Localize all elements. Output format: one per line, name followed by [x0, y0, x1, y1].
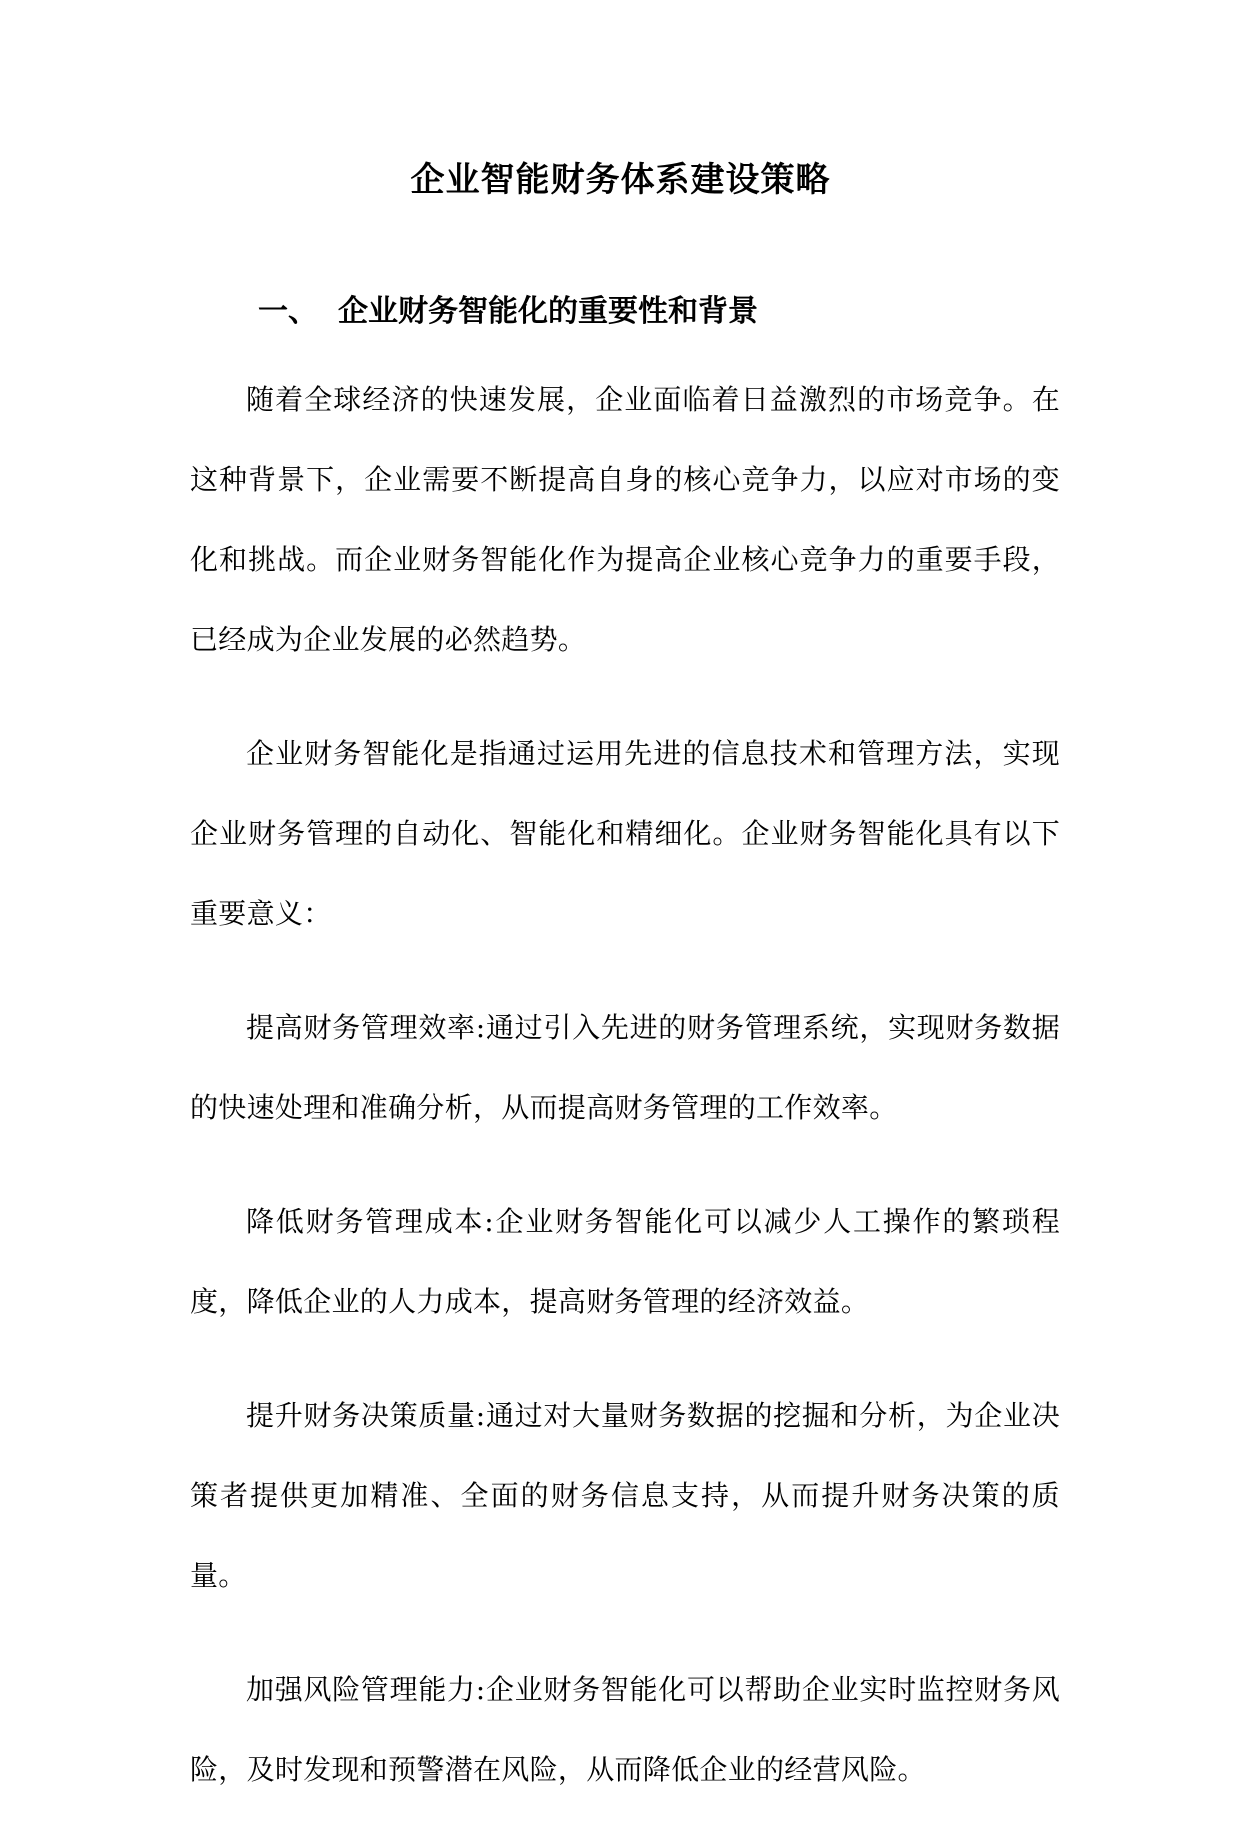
paragraph-2 [190, 714, 1060, 954]
paragraph-lead: 降低财务管理成本: [246, 1205, 495, 1238]
section-number: 一、 [258, 294, 318, 329]
paragraph-1 [190, 360, 1060, 680]
paragraph-text: 企业财务智能化是指通过运用先进的信息技术和管理方法，实现企业财务管理的自动化、智能化和精细化。企业财务智能化具有以下重要意义： [190, 737, 1060, 930]
paragraph-lead: 提高财务管理效率: [246, 1011, 486, 1044]
paragraph-lead: 提升财务决策质量: [246, 1399, 486, 1432]
paragraph-lead: 加强风险管理能力: [246, 1673, 486, 1706]
document-title: 企业智能财务体系建设策略 [410, 160, 831, 200]
body-text [190, 360, 1060, 1844]
section-heading-text: 企业财务智能化的重要性和背景 [338, 294, 758, 329]
paragraph-text: 随着全球经济的快速发展，企业面临着日益激烈的市场竞争。在这种背景下，企业需要不断提高自身的核心竞争力，以应对市场的变化和挑战。而企业财务智能化作为提高企业核心竞争力的重要手段，已经成为企业发展的必然趋势。 [190, 383, 1060, 656]
paragraph-text: 通过对大量财务数据的挖掘和分析，为企业决策者提供更加精准、全面的财务信息支持，从而提升财务决策的质量。 [190, 1399, 1060, 1592]
section-heading [258, 286, 758, 330]
paragraph-text: 企业财务智能化可以帮助企业实时监控财务风险，及时发现和预警潜在风险，从而降低企业的经营风险。 [190, 1673, 1060, 1786]
paragraph-5 [190, 1376, 1060, 1616]
paragraph-text: 通过引入先进的财务管理系统，实现财务数据的快速处理和准确分析，从而提高财务管理的工作效率。 [190, 1011, 1060, 1124]
paragraph-text: 企业财务智能化可以减少人工操作的繁琐程度，降低企业的人力成本，提高财务管理的经济效益。 [190, 1205, 1061, 1318]
paragraph-3 [190, 988, 1060, 1148]
paragraph-4 [190, 1182, 1060, 1342]
paragraph-6 [190, 1650, 1060, 1810]
